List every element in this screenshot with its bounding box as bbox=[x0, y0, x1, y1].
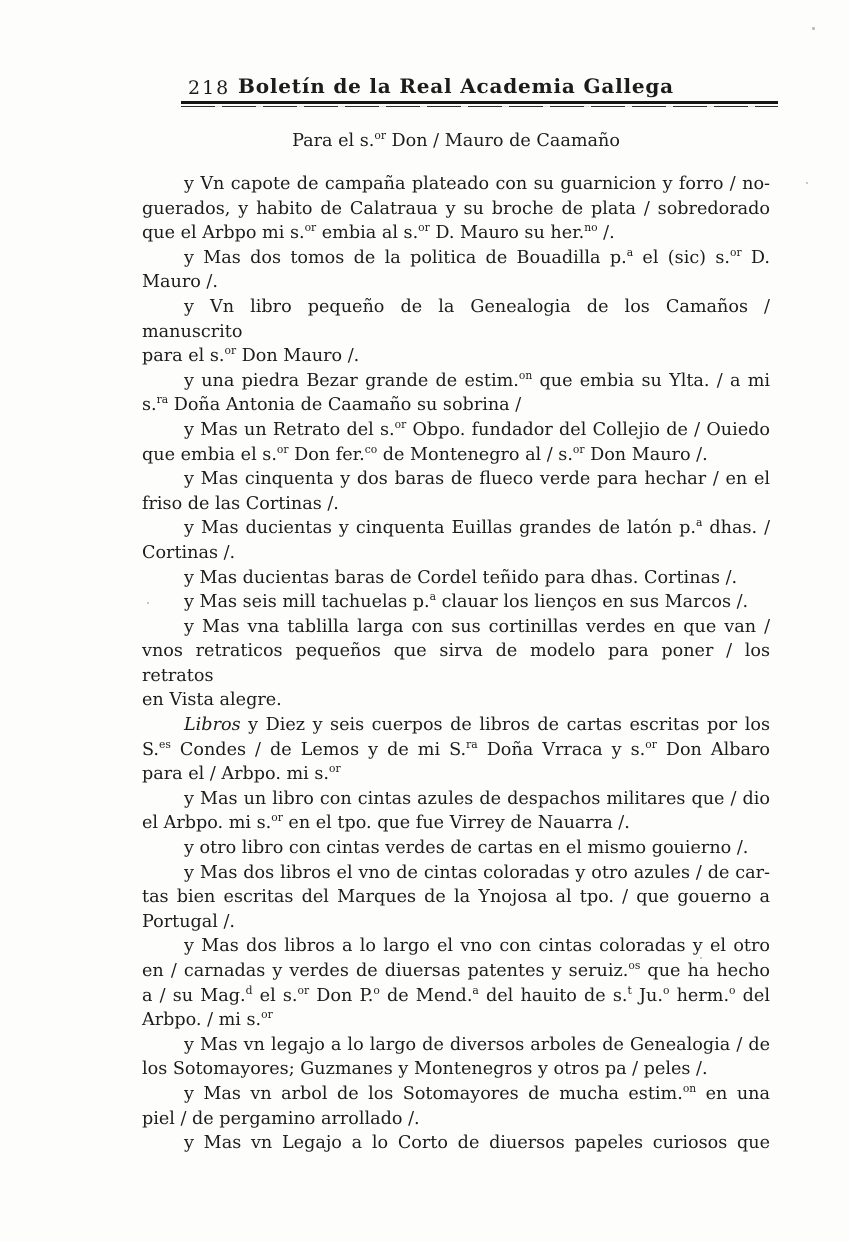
text-segment: Para el s. bbox=[292, 131, 375, 151]
paragraph bbox=[142, 861, 770, 935]
superscript-abbreviation: t bbox=[627, 983, 632, 997]
text-segment: dhas. / bbox=[702, 518, 770, 539]
superscript-abbreviation: on bbox=[682, 1082, 697, 1096]
text-segment: para el / Arbpo. mi s. bbox=[142, 764, 330, 785]
superscript-abbreviation: a bbox=[429, 590, 436, 604]
paragraph bbox=[142, 1033, 770, 1082]
text-segment: y Mas seis mill tachuelas p. bbox=[184, 592, 430, 613]
superscript-abbreviation: a bbox=[695, 516, 703, 530]
text-segment: vnos retraticos pequeños que sirva de modelo para poner / los retratos bbox=[142, 641, 770, 686]
page-header bbox=[142, 74, 770, 100]
superscript-abbreviation: or bbox=[261, 1008, 273, 1022]
text-segment: y Mas cinquenta y dos baras de flueco verde para hechar / en el bbox=[184, 469, 770, 490]
paragraph bbox=[142, 246, 770, 295]
text-segment: Arbpo. / mi s. bbox=[142, 1010, 262, 1031]
text-segment: y Mas un Retrato del s. bbox=[184, 419, 395, 440]
text-segment: que ha hecho bbox=[640, 961, 770, 981]
text-line bbox=[142, 639, 770, 688]
text-line bbox=[142, 270, 770, 295]
superscript-abbreviation: a bbox=[626, 245, 634, 259]
text-line bbox=[142, 344, 770, 369]
text-line bbox=[142, 984, 770, 1009]
text-line bbox=[142, 418, 770, 443]
paragraph bbox=[142, 615, 770, 713]
text-line bbox=[142, 467, 770, 492]
text-segment: Don Mauro /. bbox=[584, 444, 708, 465]
text-segment: Don Albaro bbox=[656, 739, 770, 760]
text-segment: Don / Mauro de Caamaño bbox=[385, 131, 620, 151]
paragraph bbox=[142, 1082, 770, 1131]
text-segment: y Vn libro pequeño de la Genealogia de los Camaños / manuscrito bbox=[142, 296, 770, 342]
text-line bbox=[142, 369, 770, 394]
text-segment: tas bien escritas del Marques de la Ynojosa al tpo. / que gouerno a bbox=[142, 887, 770, 908]
scan-speck bbox=[812, 27, 815, 30]
text-segment: herm. bbox=[669, 985, 730, 1006]
text-segment: Libros bbox=[184, 715, 241, 736]
text-segment: que embia su Ylta. / a mi bbox=[532, 370, 771, 391]
text-segment: y Mas dos libros a lo largo el vno con cintas coloradas y el otro bbox=[184, 936, 770, 957]
text-line bbox=[142, 836, 770, 861]
text-segment: y otro libro con cintas verdes de cartas en el mismo gouierno /. bbox=[184, 838, 749, 859]
text-segment: en el tpo. que fue Virrey de Nauarra /. bbox=[282, 813, 630, 834]
text-segment: guerados, y habito de Calatraua y su broche de plata / sobredorado bbox=[142, 198, 770, 219]
text-segment: que embia el s. bbox=[142, 444, 277, 465]
superscript-abbreviation: co bbox=[364, 442, 378, 456]
text-line bbox=[142, 1082, 770, 1107]
text-line bbox=[142, 590, 770, 615]
header-rule-thin bbox=[181, 106, 778, 107]
text-line bbox=[142, 713, 770, 738]
superscript-abbreviation: o bbox=[373, 983, 380, 997]
text-line bbox=[142, 516, 770, 541]
superscript-abbreviation: or bbox=[645, 737, 657, 751]
text-segment: el s. bbox=[252, 985, 298, 1006]
text-line bbox=[142, 762, 770, 787]
superscript-abbreviation: or bbox=[572, 442, 585, 456]
superscript-abbreviation: os bbox=[628, 959, 641, 973]
paragraph bbox=[142, 566, 770, 591]
text-segment: y Mas dos tomos de la politica de Bouadilla p. bbox=[184, 247, 627, 268]
text-line bbox=[142, 492, 770, 517]
text-line bbox=[142, 246, 770, 271]
text-segment: clauar los lienços en sus Marcos /. bbox=[435, 592, 749, 613]
text-segment: Mauro /. bbox=[142, 272, 218, 293]
text-segment: D. Mauro su her. bbox=[429, 223, 585, 244]
paragraph bbox=[142, 295, 770, 369]
text-line bbox=[142, 295, 770, 344]
header-rule-thick bbox=[181, 101, 778, 104]
text-segment: y Mas ducientas baras de Cordel teñido para dhas. Cortinas /. bbox=[184, 567, 738, 588]
superscript-abbreviation: or bbox=[374, 129, 386, 143]
text-line bbox=[142, 615, 770, 640]
text-segment: a / su Mag. bbox=[142, 985, 246, 1006]
text-segment: Don fer. bbox=[288, 444, 365, 465]
superscript-abbreviation: es bbox=[159, 737, 171, 751]
superscript-abbreviation: or bbox=[297, 983, 310, 997]
text-segment: el Arbpo. mi s. bbox=[142, 813, 272, 834]
text-segment: piel / de pergamino arrollado /. bbox=[142, 1108, 420, 1129]
superscript-abbreviation: or bbox=[224, 344, 237, 358]
journal-title: Boletín de la Real Academia Gallega bbox=[238, 74, 674, 98]
text-segment: en / carnadas y verdes de diuersas patentes y seruiz. bbox=[142, 961, 629, 981]
superscript-abbreviation: or bbox=[329, 762, 341, 776]
superscript-abbreviation: on bbox=[518, 368, 533, 382]
text-line bbox=[142, 738, 770, 763]
text-segment: del hauito de s. bbox=[478, 985, 628, 1006]
paragraph bbox=[142, 934, 770, 1032]
paragraph bbox=[142, 369, 770, 418]
scan-speck bbox=[806, 182, 808, 184]
text-segment: Doña Antonia de Caamaño su sobrina / bbox=[168, 395, 522, 416]
text-segment: friso de las Cortinas /. bbox=[142, 493, 339, 514]
text-segment: del bbox=[735, 985, 770, 1006]
superscript-abbreviation: ra bbox=[466, 737, 478, 751]
text-segment: Doña Vrraca y s. bbox=[477, 739, 646, 760]
superscript-abbreviation: a bbox=[472, 983, 479, 997]
text-line bbox=[142, 934, 770, 959]
superscript-abbreviation: o bbox=[662, 983, 670, 997]
text-line bbox=[142, 443, 770, 468]
text-segment: Don Mauro /. bbox=[236, 346, 360, 367]
text-segment: Condes / de Lemos y de mi S. bbox=[170, 739, 467, 760]
paragraph bbox=[142, 418, 770, 467]
page-number: 218 bbox=[188, 77, 231, 99]
text-line bbox=[142, 688, 770, 713]
text-segment: y una piedra Bezar grande de estim. bbox=[184, 370, 519, 391]
text-line bbox=[142, 566, 770, 591]
paragraph bbox=[142, 516, 770, 565]
text-segment: y Mas ducientas y cinquenta Euillas grandes de latón p. bbox=[184, 518, 696, 539]
text-segment: que el Arbpo mi s. bbox=[142, 223, 305, 244]
text-segment: Don P. bbox=[309, 985, 374, 1006]
scan-speck bbox=[700, 957, 702, 959]
text-segment: de Mend. bbox=[379, 985, 473, 1006]
document-body bbox=[142, 172, 770, 1156]
superscript-abbreviation: o bbox=[729, 983, 736, 997]
superscript-abbreviation: d bbox=[245, 983, 253, 997]
superscript-abbreviation: or bbox=[271, 811, 283, 825]
text-segment: Cortinas /. bbox=[142, 542, 236, 563]
text-segment: y Diez y seis cuerpos de libros de cartas escritas por los bbox=[240, 715, 770, 736]
text-segment: D. bbox=[741, 247, 770, 268]
text-line bbox=[142, 1131, 770, 1156]
text-line bbox=[142, 1008, 770, 1033]
text-segment: y Mas vn arbol de los Sotomayores de mucha estim. bbox=[184, 1083, 683, 1104]
text-segment: para el s. bbox=[142, 346, 225, 367]
paragraph bbox=[142, 172, 770, 246]
text-line bbox=[142, 393, 770, 418]
text-line bbox=[142, 1033, 770, 1058]
superscript-abbreviation: ra bbox=[156, 393, 169, 407]
text-line bbox=[142, 221, 770, 246]
paragraph bbox=[142, 467, 770, 516]
paragraph bbox=[142, 787, 770, 836]
superscript-abbreviation: or bbox=[276, 442, 289, 456]
text-segment: y Vn capote de campaña plateado con su guarnicion y forro / no- bbox=[184, 174, 770, 194]
paragraph bbox=[142, 713, 770, 787]
paragraph bbox=[142, 590, 770, 615]
text-line bbox=[142, 172, 770, 197]
text-line bbox=[142, 197, 770, 222]
superscript-abbreviation: or bbox=[304, 221, 317, 235]
text-line bbox=[142, 959, 770, 984]
text-segment: el (sic) s. bbox=[633, 247, 730, 268]
text-segment: S. bbox=[142, 739, 160, 760]
text-line bbox=[142, 885, 770, 910]
superscript-abbreviation: no bbox=[584, 221, 598, 235]
text-segment: embia al s. bbox=[316, 223, 419, 244]
section-heading bbox=[142, 131, 770, 151]
text-segment: los Sotomayores; Guzmanes y Montenegros y otros pa / peles /. bbox=[142, 1059, 708, 1080]
text-line bbox=[142, 861, 770, 886]
text-segment: en una bbox=[696, 1083, 770, 1104]
superscript-abbreviation: or bbox=[394, 418, 407, 432]
text-segment: /. bbox=[597, 223, 615, 244]
text-segment: y Mas vn Legajo a lo Corto de diuersos papeles curiosos que bbox=[184, 1133, 770, 1154]
text-segment: y Mas un libro con cintas azules de despachos militares que / dio bbox=[184, 788, 770, 809]
text-segment: Portugal /. bbox=[142, 911, 236, 932]
text-line bbox=[142, 1057, 770, 1082]
text-segment: y Mas vn legajo a lo largo de diversos arboles de Genealogia / de bbox=[184, 1034, 770, 1055]
text-segment: y Mas vna tablilla larga con sus cortinillas verdes en que van / bbox=[184, 616, 770, 637]
paragraph bbox=[142, 836, 770, 861]
scan-speck bbox=[147, 602, 149, 604]
superscript-abbreviation: or bbox=[418, 221, 430, 235]
text-segment: en Vista alegre. bbox=[142, 690, 282, 711]
text-line bbox=[142, 787, 770, 812]
text-line bbox=[142, 811, 770, 836]
text-segment: de Montenegro al / s. bbox=[377, 444, 573, 465]
text-line bbox=[142, 541, 770, 566]
text-line bbox=[142, 910, 770, 935]
text-segment: s. bbox=[142, 395, 157, 416]
text-segment: Ju. bbox=[631, 985, 663, 1006]
text-segment: y Mas dos libros el vno de cintas coloradas y otro azules / de car- bbox=[184, 862, 770, 883]
text-segment: Obpo. fundador del Collejio de / Ouiedo bbox=[406, 419, 771, 440]
superscript-abbreviation: or bbox=[730, 245, 742, 259]
text-line bbox=[142, 1107, 770, 1132]
paragraph bbox=[142, 1131, 770, 1156]
